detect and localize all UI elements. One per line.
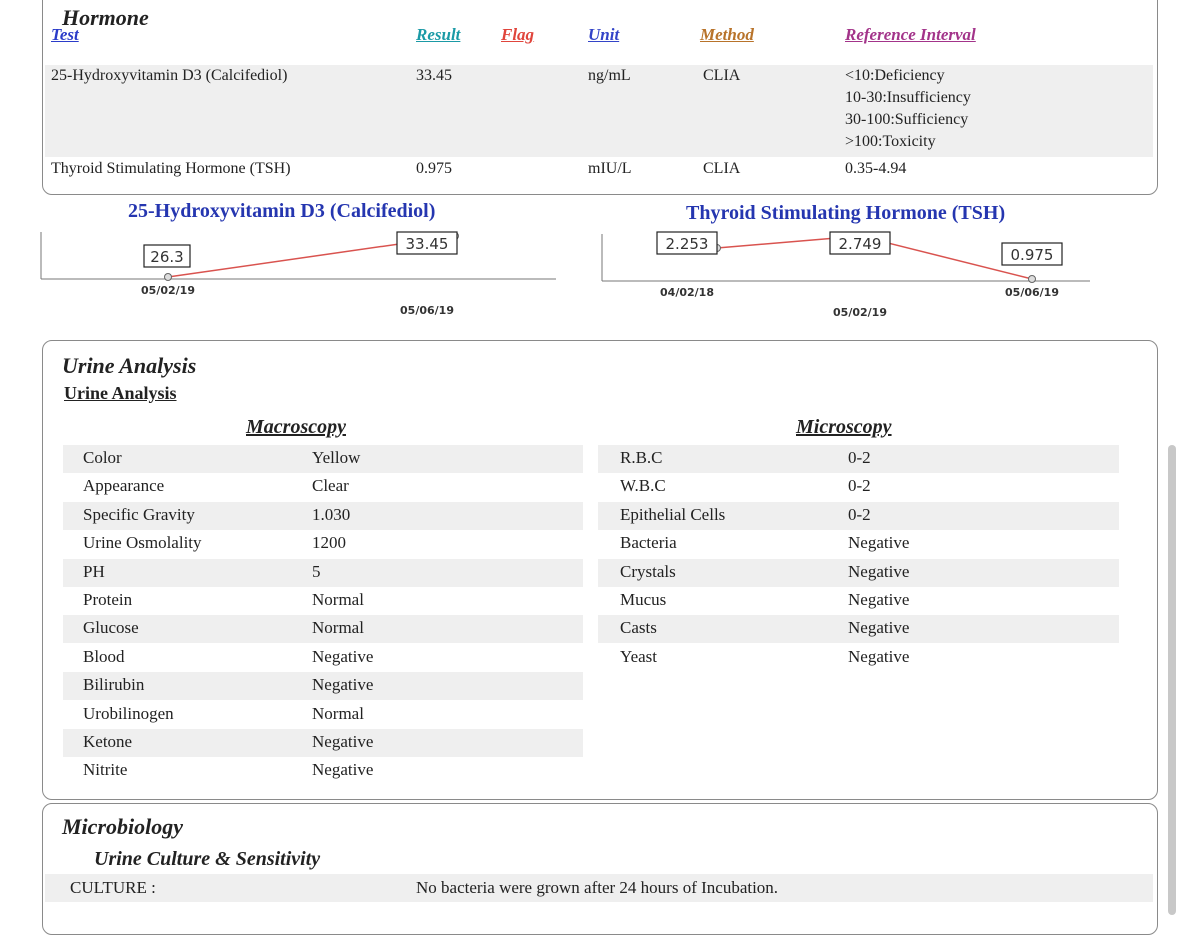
data-label: 26.3 — [150, 248, 184, 266]
table-row-value: Yellow — [312, 448, 361, 467]
table-row-value: 0-2 — [848, 504, 871, 524]
data-point — [1029, 276, 1036, 283]
chart-title-tsh: Thyroid Stimulating Hormone (TSH) — [686, 202, 1006, 224]
table-row-label: Crystals — [620, 561, 676, 581]
table-row-value: Negative — [312, 675, 374, 695]
x-tick-label: 05/02/19 — [141, 284, 195, 297]
reference-line: 10-30:Insufficiency — [845, 89, 971, 106]
x-tick-label: 05/06/19 — [1005, 286, 1059, 299]
table-row-value: Normal — [312, 618, 364, 638]
table-row-label: Ketone — [83, 732, 133, 751]
urine-section-title: Urine Analysis — [62, 353, 197, 378]
data-label: 2.253 — [665, 235, 709, 253]
table-row-label: Bilirubin — [83, 675, 145, 695]
macroscopy-heading: Macroscopy — [246, 416, 346, 438]
table-row-value: Negative — [848, 618, 910, 638]
table-row-value: 0-2 — [848, 448, 871, 467]
urine-analysis-panel — [42, 340, 1158, 800]
reference-line: <10:Deficiency — [845, 67, 945, 84]
header-method: Method — [700, 25, 754, 44]
table-row-label: Specific Gravity — [83, 504, 195, 524]
table-row-label: Glucose — [83, 618, 139, 638]
table-row-label: Color — [83, 448, 122, 467]
table-row-value: Negative — [312, 732, 374, 751]
header-flag: Flag — [501, 25, 535, 44]
table-row-label: Protein — [83, 590, 133, 609]
culture-label: CULTURE : — [70, 878, 156, 897]
data-label: 0.975 — [1010, 246, 1054, 264]
table-row-label: Appearance — [83, 476, 165, 496]
test-result: 33.45 — [416, 67, 452, 84]
urine-subtitle: Urine Analysis — [64, 383, 177, 403]
culture-subtitle: Urine Culture & Sensitivity — [94, 848, 321, 870]
hormone-panel — [42, 0, 1158, 195]
culture-result: No bacteria were grown after 24 hours of Incubation. — [416, 878, 779, 897]
header-test: Test — [51, 25, 79, 44]
chart-title-vitamin-d: 25-Hydroxyvitamin D3 (Calcifediol) — [128, 200, 436, 222]
reference-line: 0.35-4.94 — [845, 160, 907, 177]
x-tick-label: 05/02/19 — [833, 306, 887, 319]
table-row-label: Casts — [620, 618, 657, 638]
table-row-value: Negative — [848, 561, 910, 581]
header-reference-interval: Reference Interval — [845, 25, 976, 44]
test-method: CLIA — [703, 67, 741, 84]
table-row-value: Normal — [312, 590, 364, 609]
header-unit: Unit — [588, 25, 620, 44]
reference-line: 30-100:Sufficiency — [845, 111, 969, 128]
reference-line: >100:Toxicity — [845, 133, 936, 150]
table-row-label: Urine Osmolality — [83, 533, 202, 553]
table-row-label: Yeast — [620, 646, 658, 666]
test-name: Thyroid Stimulating Hormone (TSH) — [51, 160, 291, 177]
header-result: Result — [416, 25, 461, 44]
test-unit: ng/mL — [588, 67, 631, 84]
vertical-scrollbar[interactable] — [1168, 445, 1176, 915]
table-row-value: Negative — [848, 590, 910, 609]
x-tick-label: 05/06/19 — [400, 304, 454, 317]
test-name: 25-Hydroxyvitamin D3 (Calcifediol) — [51, 67, 288, 84]
table-row-label: Blood — [83, 646, 125, 666]
table-row-bg — [63, 559, 583, 587]
table-row-value: 0-2 — [848, 476, 871, 496]
microscopy-heading: Microscopy — [796, 416, 892, 438]
data-label: 33.45 — [405, 235, 449, 253]
table-row-value: 1200 — [312, 533, 346, 553]
table-row-label: Nitrite — [83, 760, 128, 780]
tsh-trend-chart — [560, 220, 1160, 330]
table-row-value: Normal — [312, 703, 364, 723]
vitamin-d-trend-chart — [0, 220, 560, 330]
hormone-section-title: Hormone — [62, 5, 149, 30]
table-row-value: Clear — [312, 476, 349, 496]
table-row-value: Negative — [848, 533, 910, 553]
test-method: CLIA — [703, 160, 741, 177]
table-row-value: Negative — [312, 760, 374, 780]
table-row-label: W.B.C — [620, 476, 666, 496]
test-result: 0.975 — [416, 160, 452, 177]
table-row-label: R.B.C — [620, 448, 663, 467]
table-row-label: Bacteria — [620, 533, 677, 553]
table-row-label: Mucus — [620, 590, 667, 609]
table-row-value: 5 — [312, 561, 321, 581]
data-label: 2.749 — [838, 235, 882, 253]
microbiology-section-title: Microbiology — [62, 814, 183, 839]
table-row-label: Epithelial Cells — [620, 504, 726, 524]
table-row-value: 1.030 — [312, 504, 351, 524]
table-row-label: PH — [83, 561, 105, 581]
test-unit: mIU/L — [588, 160, 632, 177]
x-tick-label: 04/02/18 — [660, 286, 714, 299]
table-row-value: Negative — [848, 646, 910, 666]
data-point — [165, 274, 172, 281]
table-row-label: Urobilinogen — [83, 703, 174, 723]
table-row-value: Negative — [312, 646, 374, 666]
microbiology-panel — [42, 803, 1158, 935]
